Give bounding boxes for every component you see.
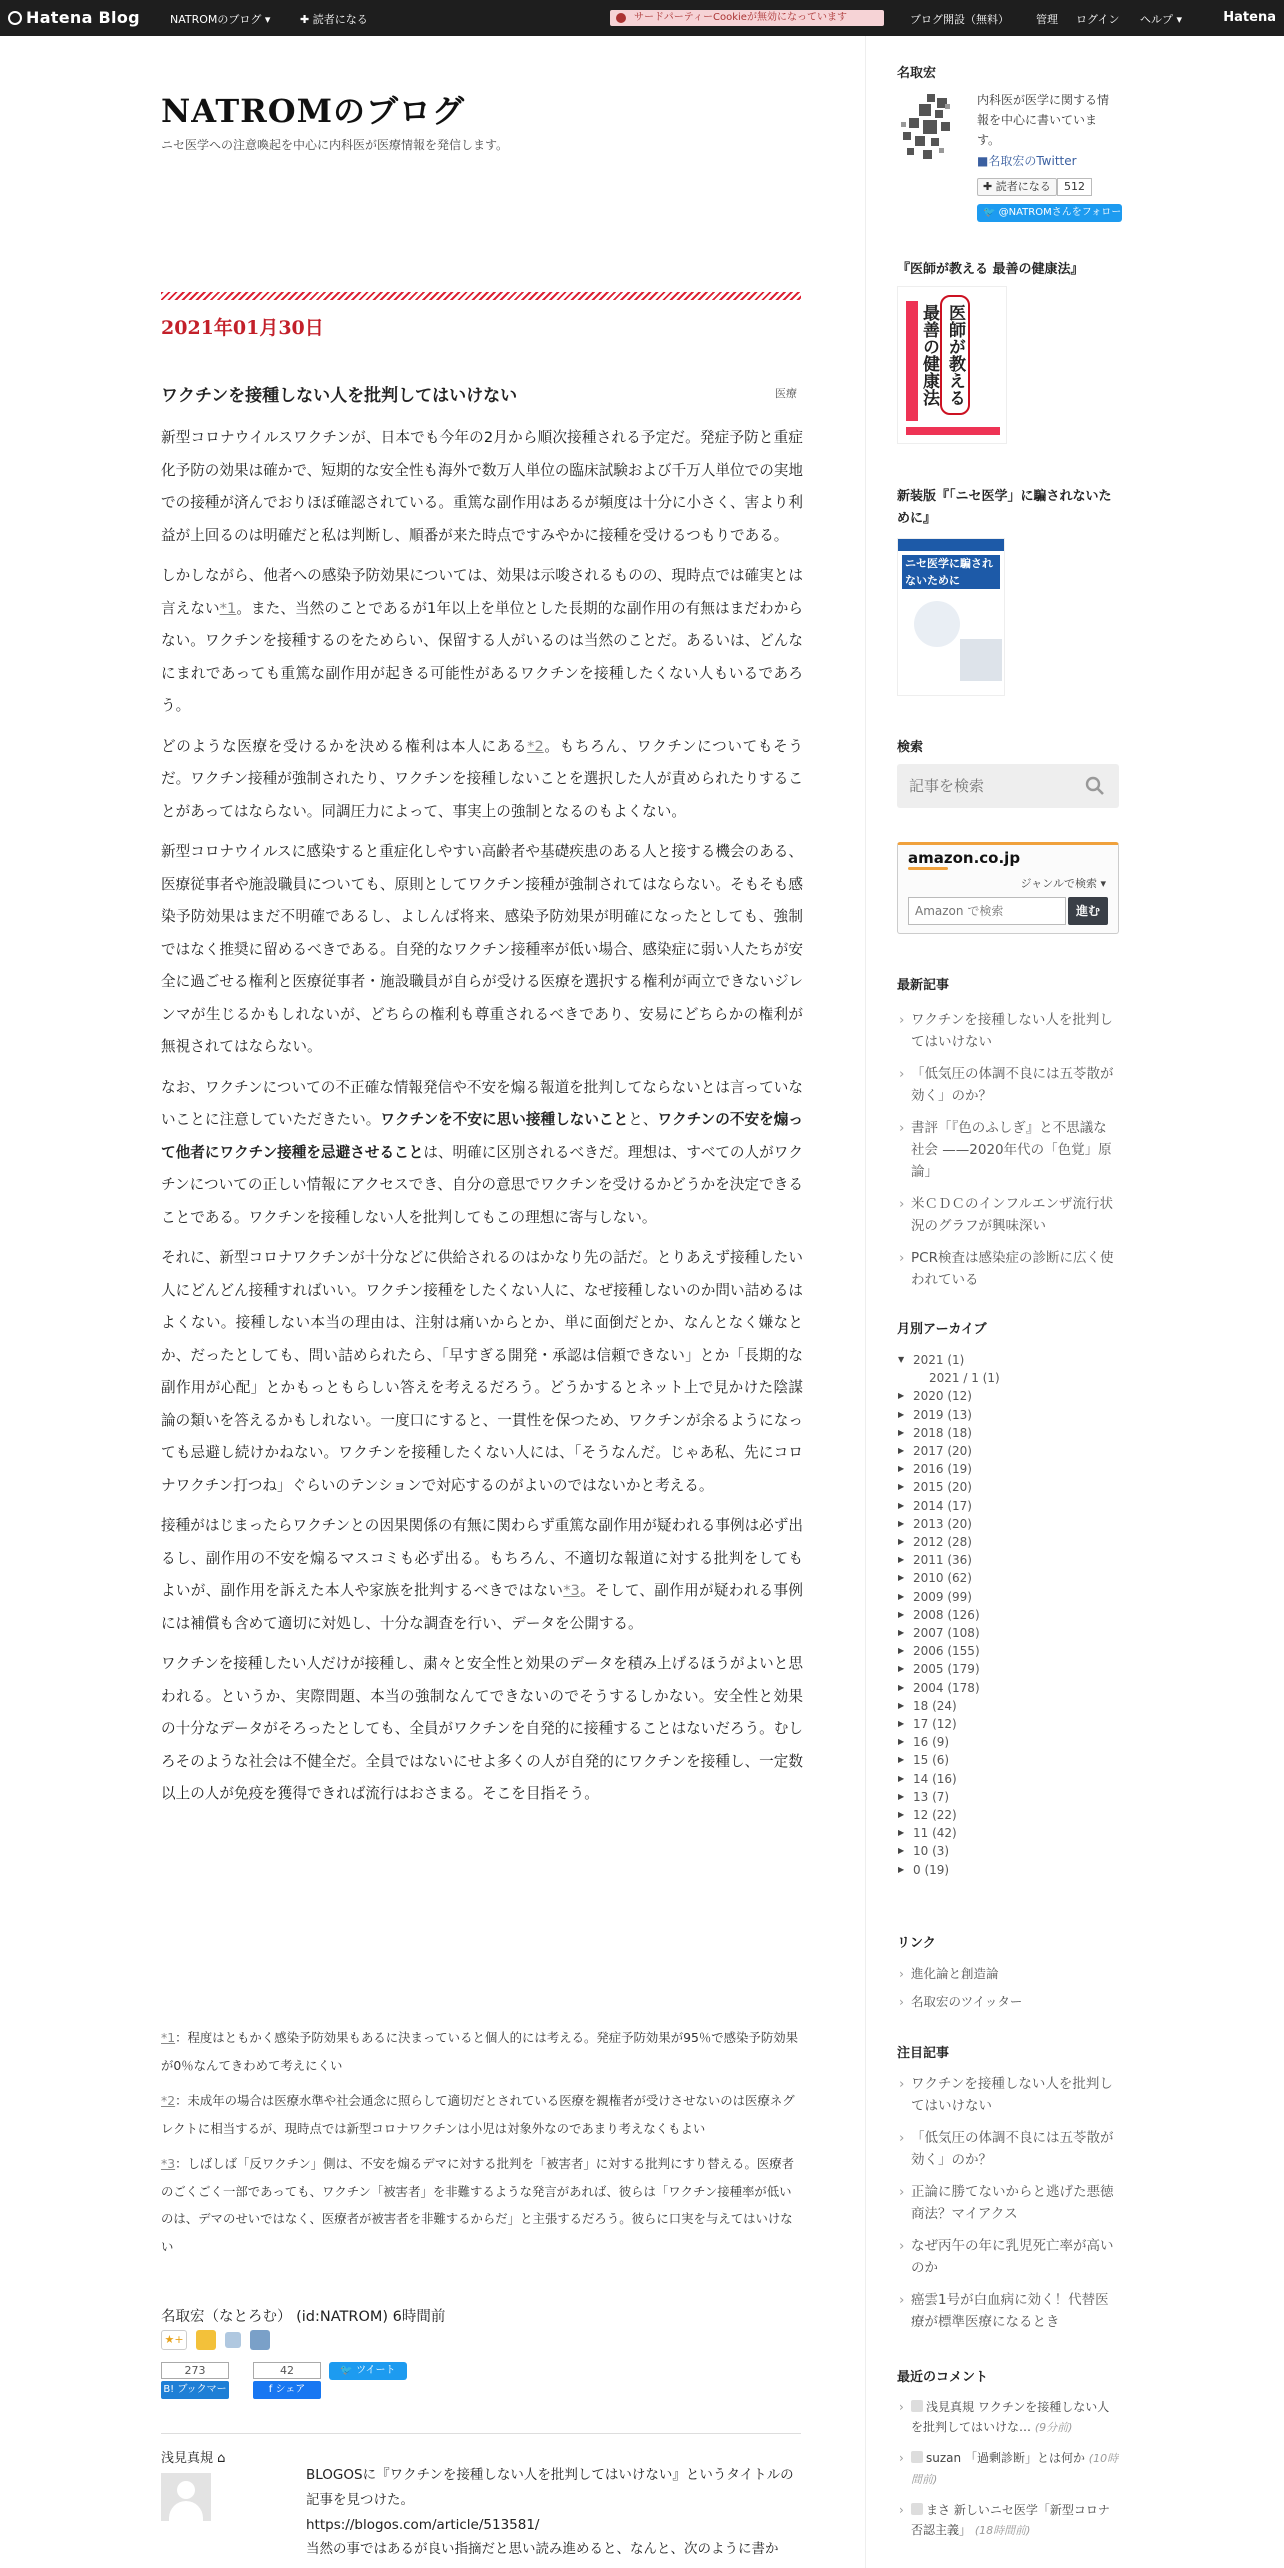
amazon-genre-select[interactable]: ジャンルで検索 ▾ — [1020, 877, 1106, 890]
archive-item[interactable]: ▶ 18 (24) — [897, 1697, 1119, 1715]
footnote-backlink-2[interactable]: *2 — [161, 2093, 176, 2108]
recent-comment[interactable]: › suzan 「過剰診断」とは何か (10時間前) — [897, 2448, 1119, 2490]
archive-item[interactable]: ▶ 2013 (20) — [897, 1515, 1119, 1533]
sidebar-divider — [865, 36, 866, 2568]
archive-item[interactable]: ▶ 0 (19) — [897, 1861, 1119, 1879]
book1-heading: 『医師が教える 最善の健康法』 — [897, 262, 1084, 277]
sidebar-link[interactable]: › 進化論と創造論 — [897, 1963, 1119, 1985]
comment-divider — [161, 2433, 801, 2434]
recent-post-link[interactable]: › 米ＣＤＣのインフルエンザ流行状況のグラフが興味深い — [897, 1193, 1119, 1237]
recent-post-link[interactable]: › 書評「『色のふしぎ』と不思議な社会 ——2020年代の「色覚」原論」 — [897, 1117, 1119, 1183]
archive-item[interactable]: ▶ 2020 (12) — [897, 1387, 1119, 1405]
search-icon[interactable] — [1085, 776, 1105, 796]
links-heading: リンク — [897, 1936, 936, 1951]
archive-item[interactable]: ▶ 2011 (36) — [897, 1551, 1119, 1569]
footnote: *2：未成年の場合は医療水準や社会通念に照らして適切だとされている医療を親権者が受けさせないのは医療ネグレクトに相当するが、現時点では新型コロナワクチンは小児は対象外なのであまり考えなくもよい — [161, 2093, 795, 2136]
book1-title: 医師が教える最善の健康法 — [940, 295, 970, 415]
featured-module — [897, 2042, 1119, 2343]
star-user-icon[interactable] — [225, 2332, 241, 2348]
twitter-follow-button[interactable]: 🐦 @NATROMさんをフォロー — [977, 204, 1122, 222]
archive-item[interactable]: ▶ 13 (7) — [897, 1788, 1119, 1806]
footnote: *3：しばしば「反ワクチン」側は、不安を煽るデマに対する批判を「被害者」に対する批判にすり替える。医療者のごくごく一部であっても、ワクチン「被害者」を非難するような発言があれば、彼らは「ワクチン接種率が低いのは、デマのせいではなく、医療者が被害者を非難するからだ」と主張するだろう。彼らに口実を与えてはいけない — [161, 2156, 795, 2254]
star-area — [161, 2329, 270, 2353]
bookmark-count[interactable]: 273 — [161, 2362, 229, 2379]
archive-item[interactable]: ▶ 12 (22) — [897, 1806, 1119, 1824]
book1-cover[interactable] — [897, 286, 1007, 444]
open-blog-link[interactable]: ブログ開設（無料） — [910, 13, 1009, 26]
blog-description: ニセ医学への注意喚起を中心に内科医が医療情報を発信します。 — [161, 138, 509, 152]
archive-item[interactable]: ▶ 2004 (178) — [897, 1679, 1119, 1697]
archive-item[interactable]: ▶ 16 (9) — [897, 1733, 1119, 1751]
archive-item[interactable]: ▶ 15 (6) — [897, 1751, 1119, 1769]
entry-title[interactable]: ワクチンを接種しない人を批判してはいけない — [161, 386, 518, 406]
paragraph: ワクチンを接種したい人だけが接種し、粛々と安全性と効果のデータを積み上げるほうがよいと思われる。というか、実際問題、本当の強制なんてできないのでそうするしかない。安全性と効果の十分なデータがそろったとしても、全員がワクチンを自発的に接種することはないだろう。むしろそのような社会は不健全だ。全員ではないにせよ多くの人が自発的にワクチンを接種し、一定数以上の人が免疫を獲得できれば流行はおさまる。そこを目指そう。 — [161, 1655, 803, 1802]
archive-item[interactable]: ▶ 2015 (20) — [897, 1478, 1119, 1496]
hatena-link[interactable]: Hatena — [1223, 10, 1276, 25]
comment-link[interactable]: https://blogos.com/article/513581/ — [306, 2516, 540, 2533]
paragraph: 新型コロナウイルスワクチンが、日本でも今年の2月から順次接種される予定だ。発症予防と重症化予防の効果は確かで、短期的な安全性も海外で数万人単位の臨床試験および千万人単位での実地での接種が済んでおりほぼ確認されている。重篤な副作用はあるが頻度は十分に小さく、害より利益が上回るのは明確だと私は判断し、順番が来た時点ですみやかに接種を受けるつもりである。 — [161, 429, 803, 544]
comment-author[interactable]: 浅見真規 ⌂ — [161, 2451, 226, 2466]
entry-date[interactable]: 2021年01月30日 — [161, 317, 324, 339]
book2-title: ニセ医学に騙されないために — [902, 555, 1000, 589]
archive-item[interactable]: ▶ 10 (3) — [897, 1842, 1119, 1860]
tweet-button[interactable]: 🐦 ツイート — [329, 2362, 407, 2380]
archive-heading: 月別アーカイブ — [897, 1322, 987, 1337]
recent-post-link[interactable]: › 「低気圧の体調不良には五苓散が効く」のか？ — [897, 1063, 1119, 1107]
recent-heading: 最新記事 — [897, 978, 950, 993]
profile-module — [897, 62, 1122, 232]
amazon-go-button[interactable]: 進む — [1068, 897, 1108, 925]
bookmark-button[interactable]: B! ブックマーク — [161, 2381, 229, 2399]
user-icon — [911, 2503, 923, 2515]
profile-image[interactable] — [897, 92, 959, 162]
admin-link[interactable]: 管理 — [1036, 13, 1058, 26]
featured-heading: 注目記事 — [897, 2046, 950, 2061]
book1-module — [897, 258, 1119, 406]
footnote: *1：程度はともかく感染予防効果もあるに決まっていると個人的には考える。発症予防効果が95％で感染予防効果が0％なんてきわめて考えにくい — [161, 2030, 799, 2073]
paragraph: それに、新型コロナワクチンが十分などに供給されるのはかなり先の話だ。とりあえず接種したい人にどんどん接種すればいい。ワクチン接種をしたくない人に、なぜ接種しないのか問い詰めるはよくない。接種しない本当の理由は、注射は痛いからとか、単に面倒だとか、なんとなく嫌なとか、だったとしても、問い詰められたら、「早すぎる開発・承認は信頼できない」とか「長期的な副作用が心配」とかもっともらしい答えを考えるだろう。どうかするとネット上で見かけた陰謀論の類いを答えるかもしれない。一度口にすると、一貫性を保つため、ワクチンが余るようになっても忌避し続けかねない。ワクチンを接種したくない人には、「そうなんだ。じゃあ私、先にコロナワクチン打つね」ぐらいのテンションで対応するのがよいのではないかと考える。 — [161, 1249, 803, 1494]
cookie-notice[interactable]: サードパーティーCookieが無効になっています — [610, 10, 884, 26]
paragraph: なお、ワクチンについての不正確な情報発信や不安を煽る報道を批判してならないとは言っていないことに注意していただきたい。ワクチンを不安に思い接種しないことと、ワクチンの不安を煽って他者にワクチン接種を忌避させることは、明確に区別されるべきだ。理想は、すべての人がワクチンについての正しい情報にアクセスでき、自分の意思でワクチンを受けるかどうかを決定できることである。ワクチンを接種しない人を批判してもこの理想に寄与しない。 — [161, 1078, 803, 1226]
facebook-share-button[interactable]: f シェア — [253, 2381, 321, 2399]
archive-item[interactable]: ▶ 2008 (126) — [897, 1606, 1119, 1624]
links-module — [897, 1932, 1119, 2019]
user-icon — [911, 2400, 923, 2412]
footnote-ref-1[interactable]: *1 — [219, 599, 237, 617]
login-link[interactable]: ログイン — [1076, 13, 1120, 26]
recent-comment[interactable]: › 浅見真規 ワクチンを接種しない人を批判してはいけな… (9分前) — [897, 2397, 1119, 2438]
paragraph: 接種がはじまったらワクチンとの因果関係の有無に関わらず重篤な副作用が疑われる事例は必ず出るし、副作用の不安を煽るマスコミも必ず出る。もちろん、不適切な報道に対する批判をしてもよいが、副作用を訴えた本人や家族を批判するべきではない*3。そして、副作用が疑われる事例には補償も含めて適切に対処し、十分な調査を行い、データを公開する。 — [161, 1517, 803, 1632]
footnote-ref-3[interactable]: *3 — [563, 1582, 580, 1599]
recent-posts-module — [897, 974, 1119, 1301]
search-input[interactable] — [909, 774, 1079, 798]
featured-post-link[interactable]: › 癌雲1号が白血病に効く！代替医療が標準医療になるとき — [897, 2289, 1119, 2333]
profile-text: 内科医が医学に関する情報を中心に書いています。 — [977, 93, 1110, 147]
archive-item[interactable]: ▶ 2014 (17) — [897, 1497, 1119, 1515]
footnote-ref-2[interactable]: *2 — [527, 737, 544, 755]
archive-item[interactable]: ▶ 2019 (13) — [897, 1406, 1119, 1424]
archive-item[interactable]: ▶ 2010 (62) — [897, 1569, 1119, 1587]
featured-post-link[interactable]: › 正論に勝てないからと逃げた悪徳商法？マイアクス — [897, 2181, 1119, 2225]
search-box — [897, 764, 1119, 808]
recent-comments-module — [897, 2366, 1119, 2551]
date-divider — [161, 292, 801, 300]
book2-cover[interactable] — [897, 538, 1005, 696]
archive-item[interactable]: ▶ 14 (16) — [897, 1770, 1119, 1788]
featured-post-link[interactable]: › 「低気圧の体調不良には五苓散が効く」のか？ — [897, 2127, 1119, 2171]
book2-heading: 新装版『「ニセ医学」に騙されないために』 — [897, 489, 1112, 526]
recent-comment[interactable]: › まさ 新しいニセ医学「新型コロナ否認主義」 (18時間前) — [897, 2500, 1119, 2541]
book2-module — [897, 486, 1119, 587]
entry-body — [161, 422, 803, 1819]
blog-header — [161, 86, 801, 153]
archive-item[interactable]: ▼ 2021 (1) — [897, 1351, 1119, 1369]
sidebar-link[interactable]: › 名取宏のツイッター — [897, 1991, 1119, 2013]
hatena-logo-icon — [8, 11, 22, 25]
star-user-icon[interactable] — [250, 2330, 270, 2350]
user-icon — [911, 2451, 923, 2463]
footnote-backlink-3[interactable]: *3 — [161, 2156, 176, 2171]
reader-count: 512 — [1057, 178, 1092, 196]
paragraph: しかしながら、他者への感染予防効果については、効果は示唆されるものの、現時点では確実とは言えない*1。また、当然のことであるが1年以上を単位とした長期的な副作用の有無はまだわからない。ワクチンを接種するのをためらい、保留する人がいるのは当然のことだ。あるいは、どんなにまれであっても重篤な副作用が起きる可能性があるワクチンを接種したくない人もいるであろう。 — [161, 567, 803, 714]
info-icon — [616, 13, 626, 23]
featured-post-link[interactable]: › なぜ丙午の年に乳児死亡率が高いのか — [897, 2235, 1119, 2279]
archive-item[interactable]: ▶ 17 (12) — [897, 1715, 1119, 1733]
amazon-logo[interactable]: amazon.co.jp — [908, 849, 1021, 867]
hatena-topbar — [0, 0, 1284, 36]
paragraph: 新型コロナウイルスに感染すると重症化しやすい高齢者や基礎疾患のある人と接する機会のある、医療従事者や施設職員についても、原則としてワクチン接種が強制されてはならない。そもそも感染予防効果はまだ不明確であるし、よしんば将来、感染予防効果が明確になったとしても、強制ではなく推奨に留めるべきである。自発的なワクチン接種率が低い場合、感染症に弱い人たちが安全に過ごせる権利と医療従事者・施設職員が自らが受ける医療を選択する権利が両立できないジレンマが生じるかもしれないが、どちらの権利も尊重されるべきであり、安易にどちらかの権利が無視されてはならない。 — [161, 843, 803, 1055]
archive-module — [897, 1318, 1119, 1879]
recent-post-link[interactable]: › ワクチンを接種しない人を批判してはいけない — [897, 1009, 1119, 1053]
search-heading: 検索 — [897, 740, 924, 755]
add-star-button[interactable]: ★+ — [161, 2330, 187, 2350]
footnotes — [161, 2024, 803, 2268]
profile-twitter-link[interactable]: ■名取宏のTwitter — [977, 154, 1077, 168]
blog-title[interactable]: NATROMのブログ — [161, 92, 466, 130]
comments-heading: 最近のコメント — [897, 2370, 989, 2385]
comment-avatar[interactable] — [161, 2473, 211, 2521]
archive-item[interactable]: ▶ 2018 (18) — [897, 1424, 1119, 1442]
hatena-blog-logo[interactable]: Hatena Blog — [8, 8, 140, 27]
subscribe-link[interactable]: ✚ 読者になる — [300, 13, 368, 26]
profile-heading[interactable]: 名取宏 — [897, 66, 937, 81]
entry-author[interactable]: 名取宏（なとろむ） (id:NATROM) 6時間前 — [161, 2309, 446, 2325]
recent-post-link[interactable]: › PCR検査は感染症の診断に広く使われている — [897, 1247, 1119, 1291]
archive-item[interactable]: ▶ 2012 (28) — [897, 1533, 1119, 1551]
archive-item[interactable]: ▶ 11 (42) — [897, 1824, 1119, 1842]
facebook-share-count: 42 — [253, 2362, 321, 2379]
archive-item[interactable]: ▶ 2005 (179) — [897, 1660, 1119, 1678]
entry-category[interactable]: 医療 — [775, 387, 797, 400]
archive-item[interactable]: ▶ 2006 (155) — [897, 1642, 1119, 1660]
featured-post-link[interactable]: › ワクチンを接種しない人を批判してはいけない — [897, 2073, 1119, 2117]
comment-body: BLOGOSに『ワクチンを接種しない人を批判してはいけない』というタイトルの記事を見つけた。 https://blogos.com/article/513581/ 当然の事ではあるが良い指摘だと思い読み進めると、なんと、次のように書か — [306, 2463, 803, 2562]
star-user-icon[interactable] — [196, 2330, 216, 2350]
archive-item[interactable]: ▶ 2009 (99) — [897, 1588, 1119, 1606]
archive-item[interactable]: ▶ 2016 (19) — [897, 1460, 1119, 1478]
amazon-widget — [897, 842, 1119, 938]
subscribe-button[interactable]: ✚ 読者になる — [977, 178, 1057, 196]
archive-item[interactable]: ▶ 2007 (108) — [897, 1624, 1119, 1642]
archive-item[interactable]: 2021 / 1 (1) — [929, 1371, 1000, 1386]
paragraph: どのような医療を受けるかを決める権利は本人にある*2。もちろん、ワクチンについてもそうだ。ワクチン接種が強制されたり、ワクチンを接種しないことを選択した人が責められたりすることがあってはならない。同調圧力によって、事実上の強制となるのもよくない。 — [161, 737, 803, 820]
footnote-backlink-1[interactable]: *1 — [161, 2030, 176, 2045]
archive-item[interactable]: ▶ 2017 (20) — [897, 1442, 1119, 1460]
search-module — [897, 736, 1119, 765]
blog-menu-link[interactable]: NATROMのブログ ▾ — [170, 13, 271, 26]
help-menu[interactable]: ヘルプ ▾ — [1140, 13, 1183, 26]
amazon-search-input[interactable] — [908, 897, 1066, 925]
